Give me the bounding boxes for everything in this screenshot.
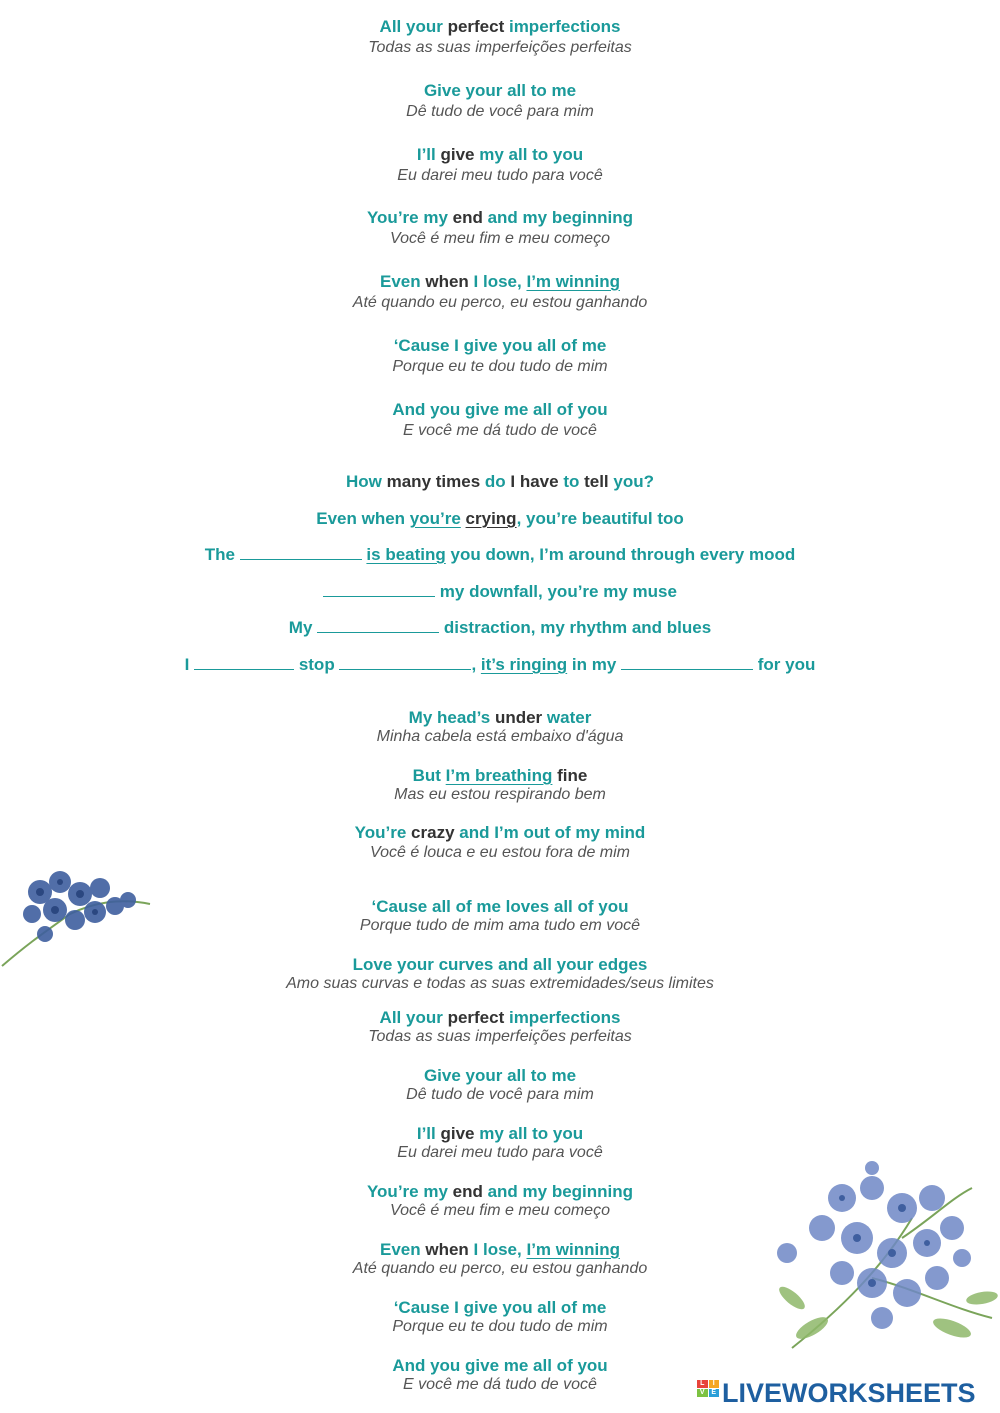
lyric-line: [0, 1066, 1000, 1086]
lyric-text: Porque eu te dou tudo de mim: [392, 358, 608, 375]
lyric-text: The: [204, 545, 240, 564]
lyric-line: [0, 545, 1000, 565]
lyric-text: , you’re beautiful too: [516, 509, 684, 528]
translation-line: [0, 786, 1000, 804]
fill-in-blank[interactable]: [240, 545, 362, 560]
badge-letter: V: [697, 1389, 708, 1397]
lyric-line: [0, 472, 1000, 492]
lyric-line: [0, 1124, 1000, 1144]
lyric-text: and I’m out of my mind: [454, 823, 646, 842]
translation-line: [0, 358, 1000, 376]
translation-line: [0, 1028, 1000, 1046]
lyric-text: give: [440, 1124, 475, 1143]
lyric-text: imperfections: [504, 17, 621, 36]
lyric-line: [0, 400, 1000, 420]
lyric-text: ‘Cause I give you all of me: [393, 1298, 607, 1317]
lyric-text: I: [510, 472, 516, 491]
lyric-text: My: [288, 618, 318, 637]
lyric-text: in my: [567, 655, 622, 674]
liveworksheets-badge-icon: [697, 1380, 719, 1406]
lyric-line: [0, 272, 1000, 292]
lyric-text: I lose,: [468, 1240, 527, 1259]
lyric-text: under: [494, 708, 543, 727]
lyric-text: imperfections: [504, 1008, 621, 1027]
lyric-line: [0, 618, 1000, 638]
flower-illustration-right: [752, 1158, 1000, 1378]
translation-line: [0, 230, 1000, 248]
lyric-text: Até quando eu perco, eu estou ganhando: [352, 294, 648, 311]
flower-illustration-left: [0, 862, 160, 972]
lyric-text: and my beginning: [482, 1182, 634, 1201]
lyric-text: Todas as suas imperfeições perfeitas: [368, 39, 632, 56]
lyric-text: and my beginning: [482, 208, 634, 227]
lyric-text: ,: [471, 655, 481, 674]
fill-in-blank[interactable]: [317, 618, 439, 633]
lyric-text: crazy: [411, 823, 455, 842]
lyric-text: And you give me all of you: [392, 1356, 608, 1375]
lyric-line: [0, 509, 1000, 529]
lyric-text: Você é louca e eu estou fora de mim: [370, 844, 630, 861]
lyric-text: Even when: [316, 509, 410, 528]
lyric-text: How: [346, 472, 387, 491]
lyric-text: have: [519, 472, 559, 491]
translation-line: [0, 294, 1000, 312]
lyric-text: Dê tudo de você para mim: [406, 103, 594, 120]
lyric-text: Give your all to me: [423, 1066, 577, 1085]
lyric-text: tell: [584, 472, 609, 491]
lyric-text: All your: [379, 1008, 448, 1027]
lyric-text: But: [412, 766, 446, 785]
lyric-text: I’m winning: [526, 1240, 620, 1259]
lyric-text: Mas eu estou respirando bem: [394, 786, 606, 803]
lyric-text: when: [425, 1240, 469, 1259]
liveworksheets-logo: [697, 1378, 976, 1408]
lyric-line: [0, 766, 1000, 786]
lyric-text: perfect: [447, 17, 505, 36]
translation-line: [0, 167, 1000, 185]
lyric-text: You’re: [354, 823, 412, 842]
lyric-text: And you give me all of you: [392, 400, 608, 419]
lyric-text: Eu darei meu tudo para você: [397, 167, 603, 184]
lyric-text: stop: [294, 655, 340, 674]
translation-line: [0, 103, 1000, 121]
lyric-text: perfect: [447, 1008, 505, 1027]
badge-letter: L: [697, 1380, 708, 1388]
lyric-text: You’re my: [366, 1182, 453, 1201]
lyric-text: when: [425, 272, 469, 291]
lyric-text: Even: [380, 1240, 426, 1259]
lyric-text: you’re: [409, 509, 461, 528]
lyric-text: I: [184, 655, 195, 674]
lyric-text: Até quando eu perco, eu estou ganhando: [352, 1260, 648, 1277]
lyric-text: is beating: [366, 545, 446, 564]
lyric-text: I lose,: [468, 272, 527, 291]
lyric-text: my downfall, you’re my muse: [435, 582, 677, 601]
lyric-text: ‘Cause all of me loves all of you: [371, 897, 629, 916]
translation-line: [0, 1086, 1000, 1104]
lyric-text: I’ll: [416, 145, 441, 164]
lyric-text: do: [480, 472, 511, 491]
lyric-text: I’ll: [416, 1124, 441, 1143]
lyric-text: Love your curves and all your edges: [352, 955, 648, 974]
lyric-line: [0, 582, 1000, 602]
lyric-line: [0, 336, 1000, 356]
logo-wordmark: LIVEWORKSHEETS: [722, 1377, 976, 1408]
translation-line: [0, 975, 1000, 993]
lyric-text: Porque tudo de mim ama tudo em você: [359, 917, 641, 934]
lyric-text: my all to you: [474, 145, 584, 164]
fill-in-blank[interactable]: [194, 655, 294, 670]
lyric-text: Amo suas curvas e todas as suas extremidades/seus limites: [286, 975, 714, 992]
lyric-text: distraction, my rhythm and blues: [439, 618, 712, 637]
lyric-text: end: [452, 1182, 483, 1201]
lyric-text: You’re my: [366, 208, 453, 227]
lyric-text: I’m breathing: [445, 766, 553, 785]
lyric-text: for you: [753, 655, 816, 674]
lyric-line: [0, 708, 1000, 728]
translation-line: [0, 422, 1000, 440]
lyric-text: you?: [608, 472, 654, 491]
badge-letter: I: [709, 1380, 720, 1388]
lyric-line: [0, 208, 1000, 228]
lyric-text: Você é meu fim e meu começo: [390, 230, 610, 247]
lyric-text: you down, I’m around through every mood: [445, 545, 796, 564]
translation-line: [0, 844, 1000, 862]
translation-line: [0, 728, 1000, 746]
lyric-text: I’m winning: [526, 272, 620, 291]
lyric-text: Porque eu te dou tudo de mim: [392, 1318, 608, 1335]
lyric-text: crying: [465, 509, 517, 528]
lyric-line: [0, 1008, 1000, 1028]
lyric-line: [0, 81, 1000, 101]
badge-letter: E: [709, 1389, 720, 1397]
lyric-text: Dê tudo de você para mim: [406, 1086, 594, 1103]
lyric-text: Give your all to me: [423, 81, 577, 100]
lyric-text: ‘Cause I give you all of me: [393, 336, 607, 355]
lyric-text: Minha cabela está embaixo d'água: [376, 728, 624, 745]
lyric-text: water: [542, 708, 592, 727]
lyric-text: my all to you: [474, 1124, 584, 1143]
lyric-text: Todas as suas imperfeições perfeitas: [368, 1028, 632, 1045]
lyric-text: Eu darei meu tudo para você: [397, 1144, 603, 1161]
lyric-text: give: [440, 145, 475, 164]
fill-in-blank[interactable]: [621, 655, 753, 670]
lyric-text: Você é meu fim e meu começo: [390, 1202, 610, 1219]
lyric-text: E você me dá tudo de você: [403, 422, 597, 439]
fill-in-blank[interactable]: [339, 655, 471, 670]
lyric-text: E você me dá tudo de você: [403, 1376, 597, 1393]
lyric-text: fine: [557, 766, 588, 785]
lyric-line: [0, 655, 1000, 675]
fill-in-blank[interactable]: [323, 582, 435, 597]
lyric-text: end: [452, 208, 483, 227]
lyric-text: many times: [386, 472, 481, 491]
lyric-text: it’s ringing: [480, 655, 568, 674]
lyric-text: All your: [379, 17, 448, 36]
lyric-text: My head’s: [408, 708, 495, 727]
lyric-text: to: [558, 472, 585, 491]
lyric-line: [0, 145, 1000, 165]
translation-line: [0, 39, 1000, 57]
lyric-text: Even: [380, 272, 426, 291]
lyric-line: [0, 17, 1000, 37]
lyric-line: [0, 823, 1000, 843]
